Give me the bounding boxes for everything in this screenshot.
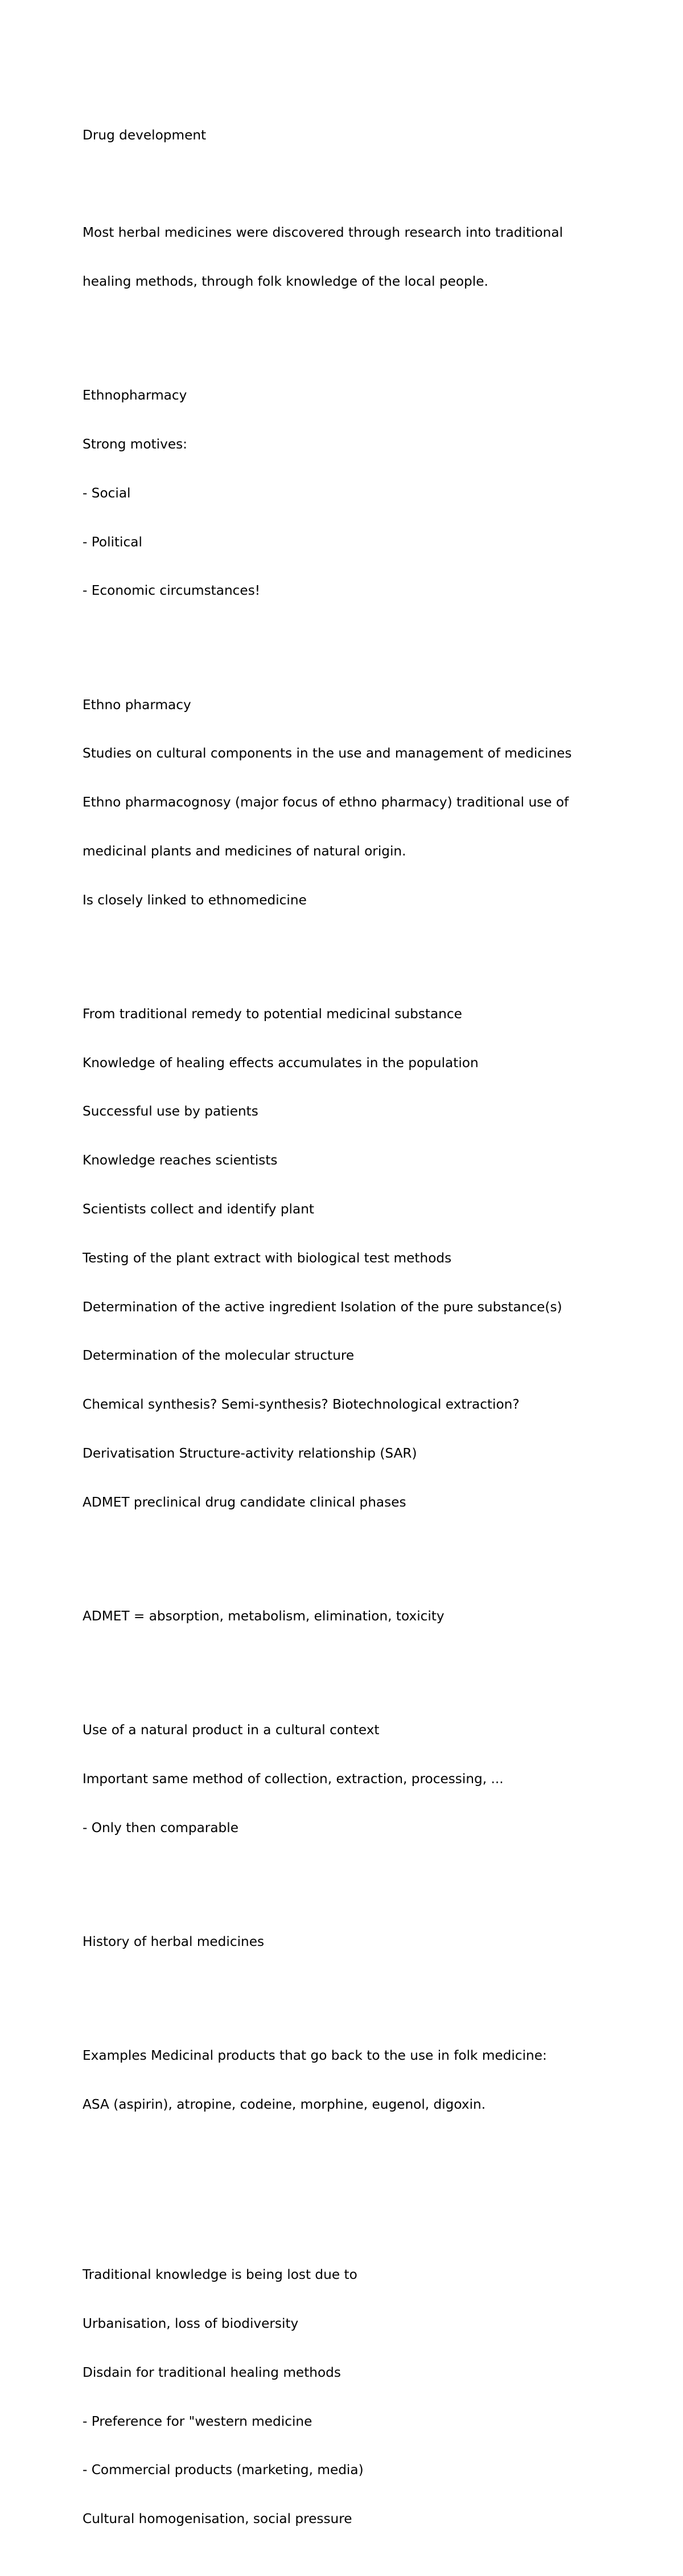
text-line: Urbanisation, loss of biodiversity [83,2315,299,2331]
text-line: Cultural homogenisation, social pressure [83,2511,352,2527]
text-line: ASA (aspirin), atropine, codeine, morphine, eugenol, digoxin. [83,2096,486,2112]
section-title-ethno-pharmacy: Ethno pharmacy [83,697,191,713]
text-line: healing methods, through folk knowledge of the local people. [83,274,488,290]
paragraph-spacer [83,1869,652,1885]
text-line: Knowledge reaches scientists [83,1153,278,1168]
text-line: Studies on cultural components in the use and management of medicines [83,746,572,762]
paragraph-spacer [83,941,652,957]
text-line: medicinal plants and medicines of natural origin. [83,843,406,859]
paragraph-spacer [83,632,652,648]
text-line: Derivatisation Structure-activity relationship (SAR) [83,1445,417,1461]
text-line: Determination of the active ingredient Isolation of the pure substance(s) [83,1299,562,1315]
list-item: - Political [83,534,142,550]
text-line: Is closely linked to ethnomedicine [83,892,307,908]
list-item: - Preference for "western medicine [83,2413,312,2429]
section-title-drug-development: Drug development [83,127,207,143]
paragraph-spacer [83,1657,652,1674]
text-line: Strong motives: [83,437,187,452]
text-line: Knowledge of healing effects accumulates in the population [83,1055,479,1071]
text-line: Ethno pharmacognosy (major focus of ethno pharmacy) traditional use of [83,795,569,810]
text-line: Important same method of collection, extraction, processing, ... [83,1771,504,1787]
text-line: Determination of the molecular structure [83,1348,355,1364]
section-title-history: History of herbal medicines [83,1933,265,1949]
section-title-traditional-knowledge: Traditional knowledge is being lost due to [83,2267,357,2283]
text-line: ADMET preclinical drug candidate clinical phases [83,1494,406,1510]
section-title-ethnopharmacy: Ethnopharmacy [83,388,187,404]
list-item: - Only then comparable [83,1820,238,1836]
list-item: - Economic circumstances! [83,583,261,599]
paragraph-spacer [83,176,652,193]
paragraph-spacer [83,1982,652,1999]
section-title-natural-product: Use of a natural product in a cultural context [83,1722,380,1738]
text-line: Disdain for traditional healing methods [83,2364,341,2380]
document-body [83,79,652,2576]
paragraph-spacer [83,2145,652,2218]
paragraph-spacer [83,1543,652,1559]
text-line: Chemical synthesis? Semi-synthesis? Biotechnological extraction? [83,1397,520,1413]
list-item: - Commercial products (marketing, media) [83,2462,364,2478]
text-line: Testing of the plant extract with biological test methods [83,1250,452,1266]
paragraph-spacer [83,323,652,339]
text-line: Most herbal medicines were discovered through research into traditional [83,225,563,241]
admet-definition: ADMET = absorption, metabolism, elimination, toxicity [83,1608,445,1624]
text-line: Successful use by patients [83,1104,258,1120]
list-item: - Social [83,485,131,501]
text-line: Examples Medicinal products that go back to the use in folk medicine: [83,2047,547,2063]
text-line: Scientists collect and identify plant [83,1201,314,1217]
section-title-traditional-remedy: From traditional remedy to potential medicinal substance [83,1006,462,1022]
